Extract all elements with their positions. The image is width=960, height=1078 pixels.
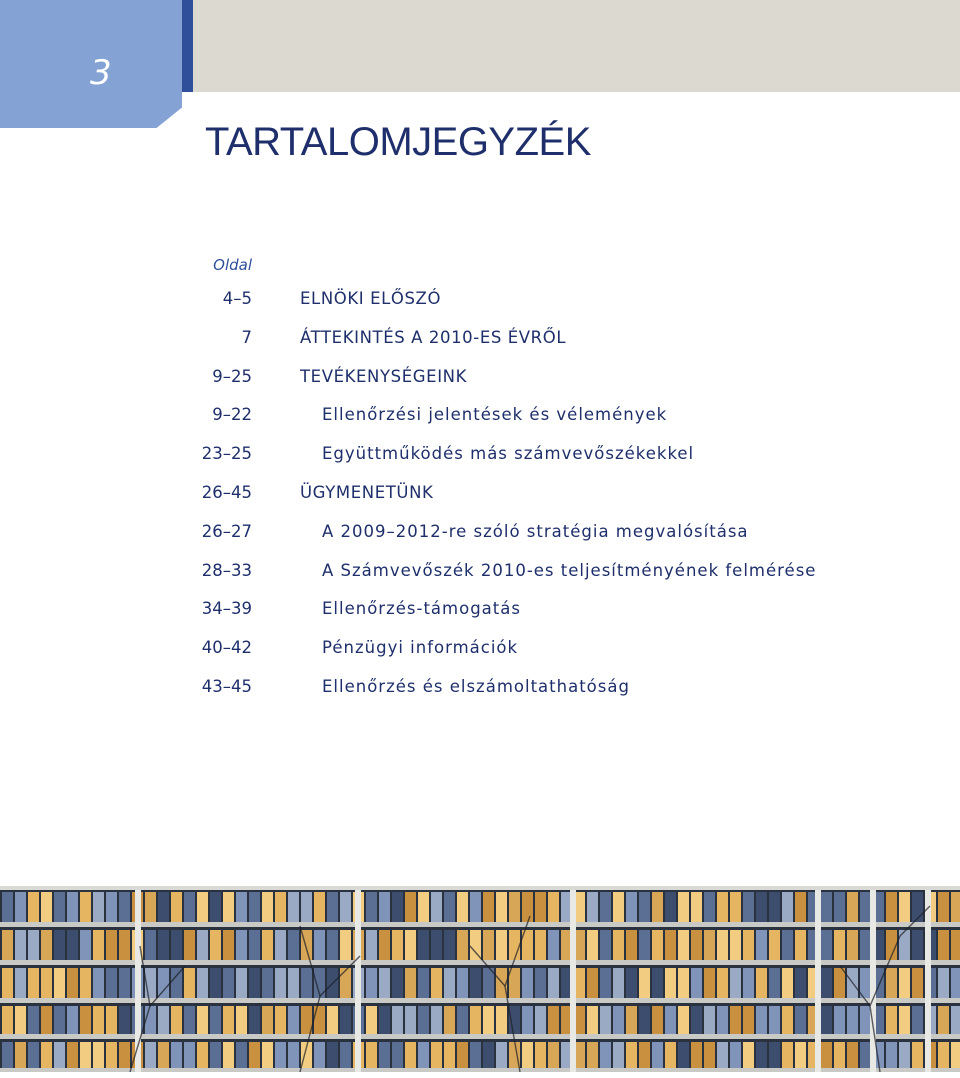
toc-subsection-title[interactable]: Együttműködés más számvevőszékekkel (322, 444, 695, 464)
toc-entry[interactable] (0, 328, 960, 367)
toc-entry[interactable] (0, 367, 960, 406)
toc-page-range: 9–25 (212, 366, 252, 386)
toc-section-title[interactable]: ÁTTEKINTÉS A 2010-ES ÉVRŐL (300, 327, 567, 347)
toc-page-range: 26–27 (201, 521, 252, 541)
toc-section-title[interactable]: ÜGYMENETÜNK (300, 482, 434, 502)
toc-page-range: 26–45 (201, 482, 252, 502)
toc-entry[interactable] (0, 599, 960, 638)
toc-subsection-title[interactable]: Ellenőrzés-támogatás (322, 599, 521, 619)
toc-section-title[interactable]: TEVÉKENYSÉGEINK (300, 366, 468, 386)
page-title: TARTALOMJEGYZÉK (205, 120, 591, 164)
toc-entry[interactable] (0, 483, 960, 522)
table-of-contents (0, 289, 960, 716)
toc-page-range: 9–22 (212, 405, 252, 425)
toc-page-range: 4–5 (222, 289, 252, 308)
toc-subsection-title[interactable]: A Számvevőszék 2010-es teljesítményének felmérése (322, 560, 817, 580)
toc-page-range: 43–45 (201, 676, 252, 696)
toc-entry[interactable] (0, 522, 960, 561)
toc-page-range: 34–39 (201, 599, 252, 619)
toc-subsection-title[interactable]: A 2009–2012-re szóló stratégia megvalósítása (322, 521, 749, 541)
toc-entry[interactable] (0, 561, 960, 600)
building-facade-photo (0, 886, 960, 1072)
tab-stripe (182, 0, 193, 92)
page-number: 3 (90, 53, 112, 93)
toc-entry[interactable] (0, 405, 960, 444)
toc-subsection-title[interactable]: Ellenőrzés és elszámoltathatóság (322, 676, 630, 696)
toc-page-column-header: Oldal (213, 256, 252, 274)
toc-page-range: 7 (241, 327, 252, 347)
toc-entry[interactable] (0, 677, 960, 716)
toc-entry[interactable] (0, 289, 960, 328)
toc-subsection-title[interactable]: Ellenőrzési jelentések és vélemények (322, 405, 668, 425)
toc-page-range: 28–33 (201, 560, 252, 580)
toc-page-range: 23–25 (201, 444, 252, 464)
toc-subsection-title[interactable]: Pénzügyi információk (322, 638, 519, 658)
toc-entry[interactable] (0, 444, 960, 483)
header-band (193, 0, 960, 92)
toc-page-range: 40–42 (201, 638, 252, 658)
toc-section-title[interactable]: ELNÖKI ELŐSZÓ (300, 289, 442, 308)
toc-entry[interactable] (0, 638, 960, 677)
